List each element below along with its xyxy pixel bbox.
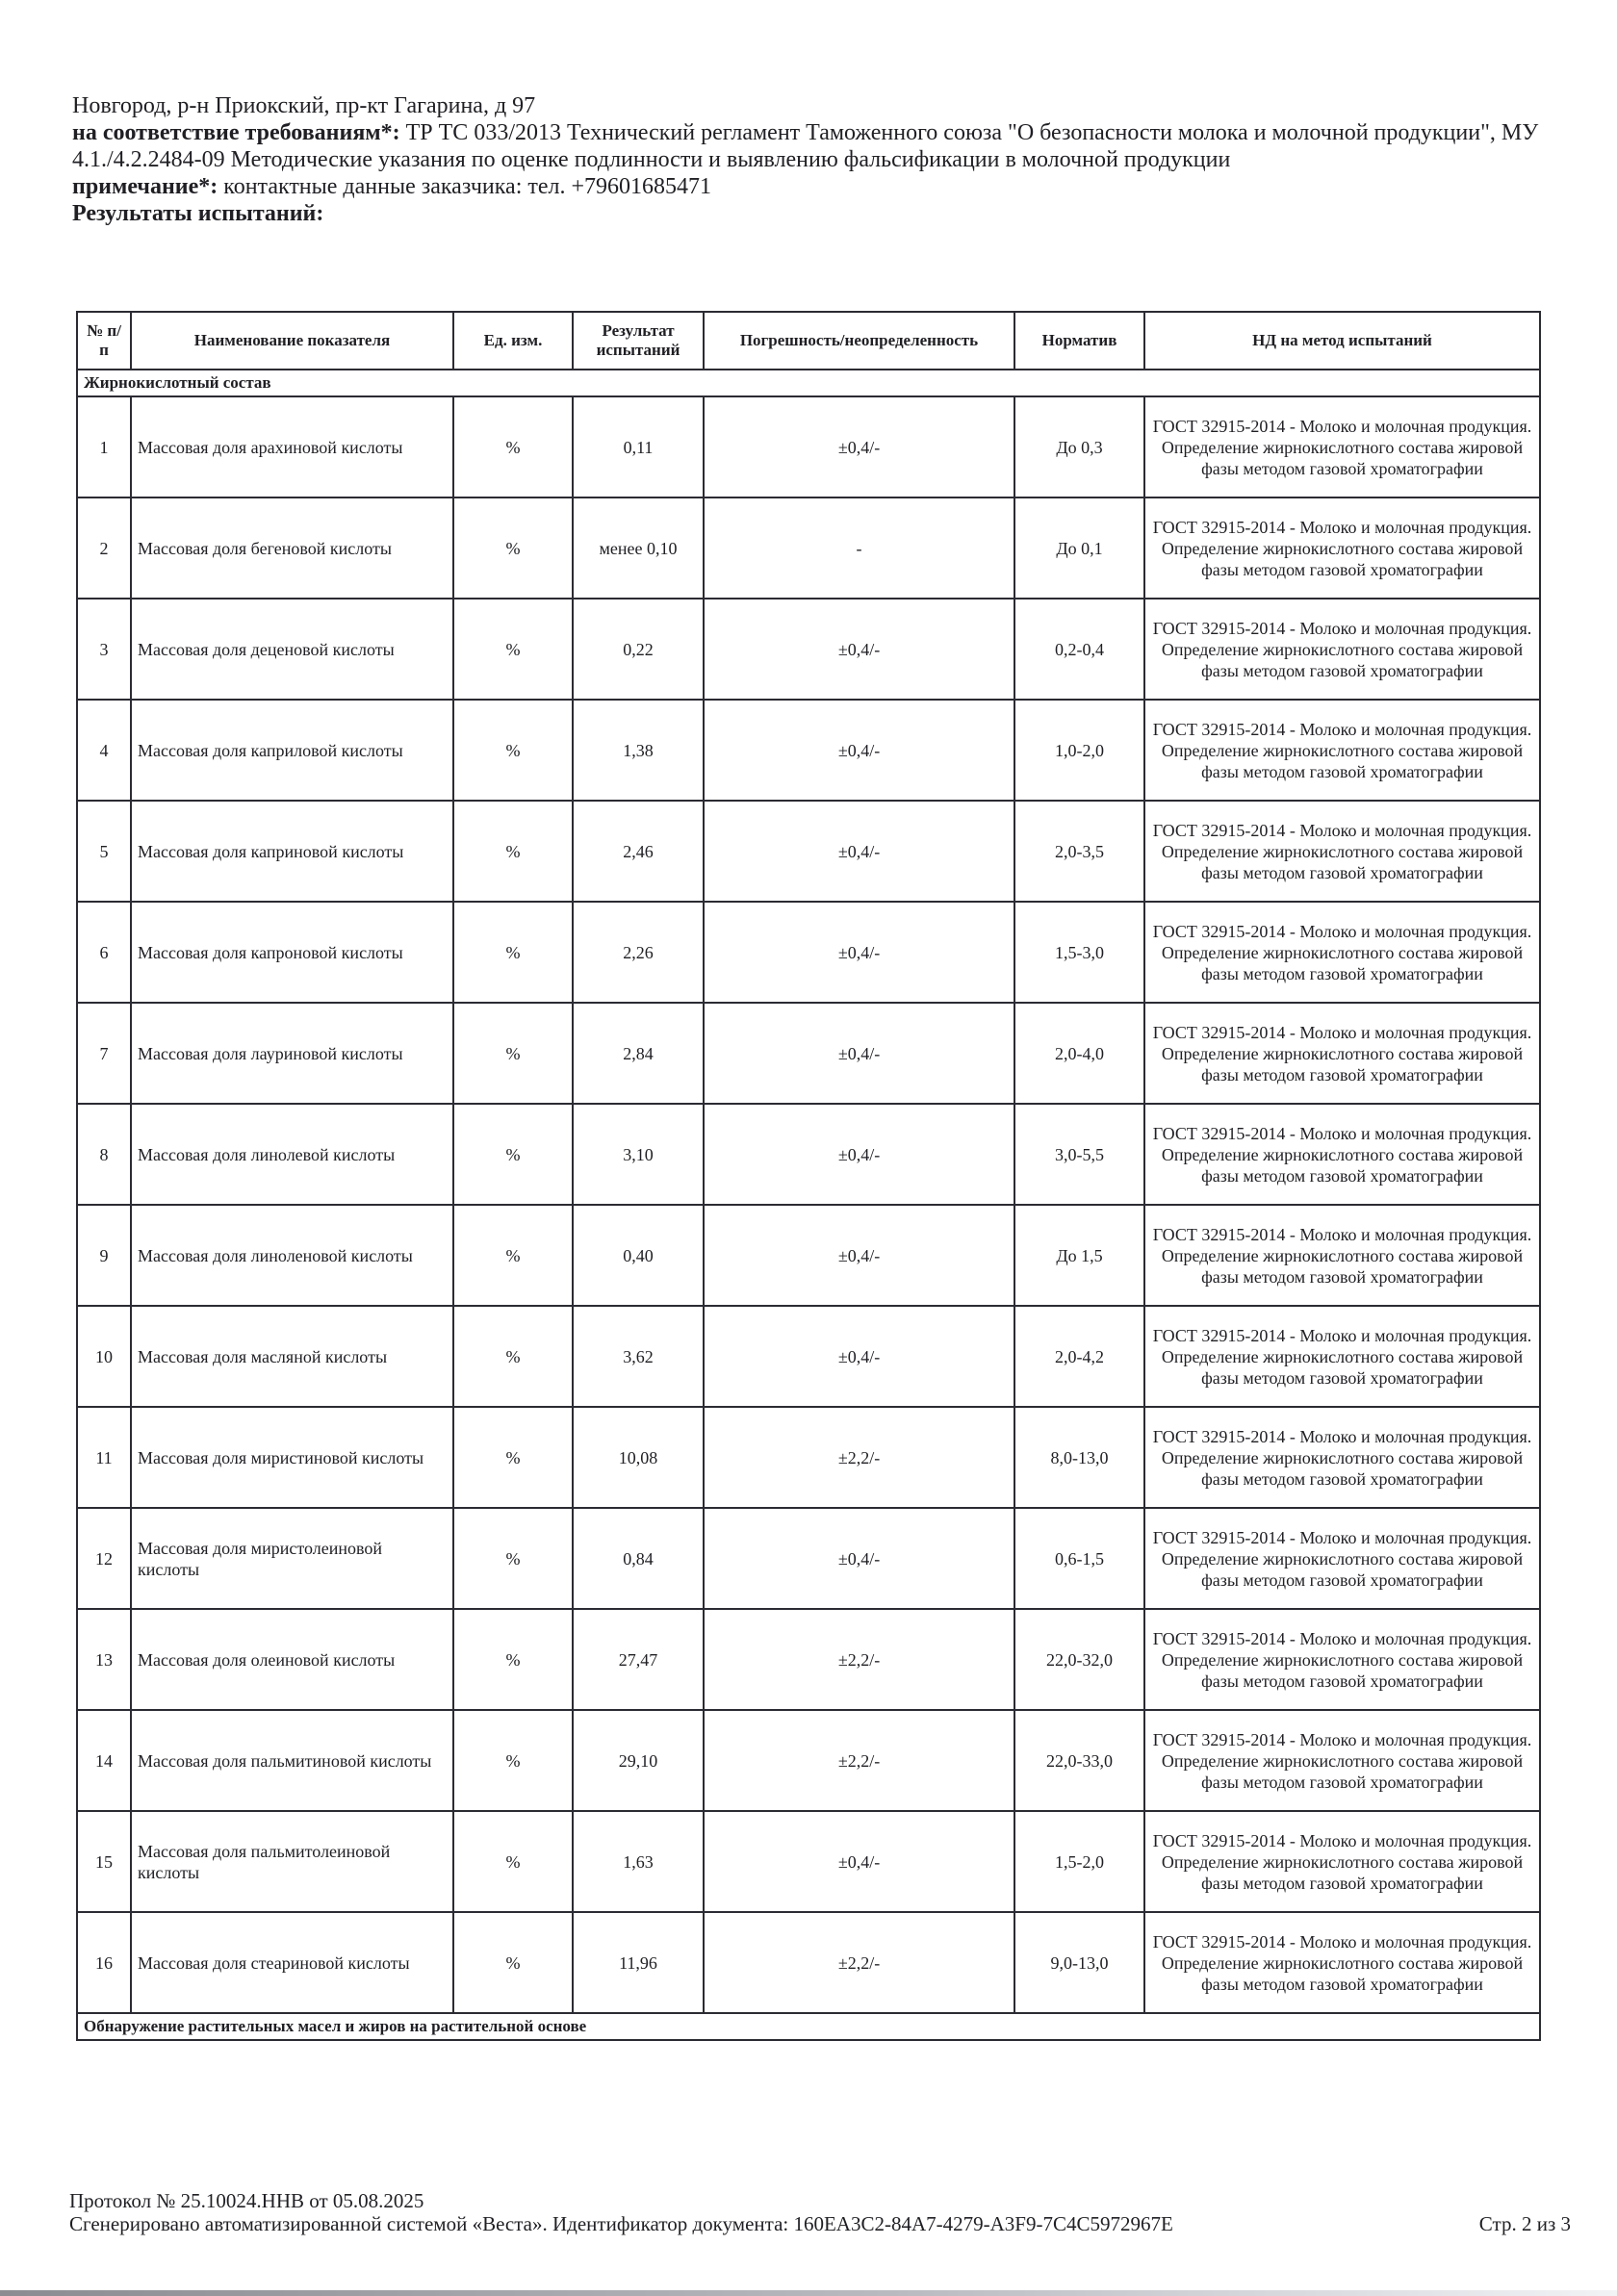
norm-value: 0,6-1,5: [1014, 1508, 1144, 1609]
result-value: 27,47: [573, 1609, 704, 1710]
norm-value: 2,0-3,5: [1014, 801, 1144, 902]
test-method: ГОСТ 32915-2014 - Молоко и молочная продукция. Определение жирнокислотного состава жировой фазы методом газовой хроматографии: [1144, 497, 1540, 599]
result-value: 10,08: [573, 1407, 704, 1508]
indicator-name: Массовая доля лауриновой кислоты: [131, 1003, 453, 1104]
note-paragraph: [72, 173, 1554, 200]
row-number: 15: [77, 1811, 131, 1912]
col-header-result: Результат испытаний: [573, 312, 704, 370]
unit: %: [453, 599, 573, 700]
section-title-vegetable-oils: Обнаружение растительных масел и жиров на растительной основе: [77, 2013, 1540, 2040]
uncertainty: ±0,4/-: [704, 599, 1014, 700]
test-method: ГОСТ 32915-2014 - Молоко и молочная продукция. Определение жирнокислотного состава жировой фазы методом газовой хроматографии: [1144, 599, 1540, 700]
indicator-name: Массовая доля бегеновой кислоты: [131, 497, 453, 599]
indicator-name: Массовая доля миристолеиновой кислоты: [131, 1508, 453, 1609]
col-header-error: Погрешность/неопределенность: [704, 312, 1014, 370]
indicator-name: Массовая доля линолевой кислоты: [131, 1104, 453, 1205]
uncertainty: ±0,4/-: [704, 1811, 1014, 1912]
result-value: 3,62: [573, 1306, 704, 1407]
indicator-name: Массовая доля каприловой кислоты: [131, 700, 453, 801]
test-method: ГОСТ 32915-2014 - Молоко и молочная продукция. Определение жирнокислотного состава жировой фазы методом газовой хроматографии: [1144, 1003, 1540, 1104]
page-number: Стр. 2 из 3: [1478, 2212, 1571, 2235]
result-value: 29,10: [573, 1710, 704, 1811]
result-value: 0,40: [573, 1205, 704, 1306]
table-row: [77, 700, 1540, 801]
indicator-name: Массовая доля олеиновой кислоты: [131, 1609, 453, 1710]
table-row: [77, 396, 1540, 497]
unit: %: [453, 497, 573, 599]
norm-value: 2,0-4,0: [1014, 1003, 1144, 1104]
row-number: 11: [77, 1407, 131, 1508]
unit: %: [453, 1205, 573, 1306]
uncertainty: ±0,4/-: [704, 396, 1014, 497]
indicator-name: Массовая доля линоленовой кислоты: [131, 1205, 453, 1306]
row-number: 10: [77, 1306, 131, 1407]
row-number: 5: [77, 801, 131, 902]
uncertainty: ±0,4/-: [704, 1205, 1014, 1306]
unit: %: [453, 1104, 573, 1205]
uncertainty: ±0,4/-: [704, 801, 1014, 902]
indicator-name: Массовая доля пальмитолеиновой кислоты: [131, 1811, 453, 1912]
row-number: 9: [77, 1205, 131, 1306]
uncertainty: ±0,4/-: [704, 700, 1014, 801]
indicator-name: Массовая доля пальмитиновой кислоты: [131, 1710, 453, 1811]
table-row: [77, 902, 1540, 1003]
norm-value: 1,5-3,0: [1014, 902, 1144, 1003]
unit: %: [453, 700, 573, 801]
col-header-name: Наименование показателя: [131, 312, 453, 370]
table-row: [77, 1811, 1540, 1912]
unit: %: [453, 801, 573, 902]
test-method: ГОСТ 32915-2014 - Молоко и молочная продукция. Определение жирнокислотного состава жировой фазы методом газовой хроматографии: [1144, 1306, 1540, 1407]
table-row: [77, 1205, 1540, 1306]
table-row: [77, 801, 1540, 902]
indicator-name: Массовая доля стеариновой кислоты: [131, 1912, 453, 2013]
unit: %: [453, 902, 573, 1003]
indicator-name: Массовая доля каприновой кислоты: [131, 801, 453, 902]
results-table: [76, 311, 1541, 2041]
table-row: [77, 1912, 1540, 2013]
test-method: ГОСТ 32915-2014 - Молоко и молочная продукция. Определение жирнокислотного состава жировой фазы методом газовой хроматографии: [1144, 801, 1540, 902]
norm-value: До 0,1: [1014, 497, 1144, 599]
uncertainty: -: [704, 497, 1014, 599]
test-method: ГОСТ 32915-2014 - Молоко и молочная продукция. Определение жирнокислотного состава жировой фазы методом газовой хроматографии: [1144, 902, 1540, 1003]
section-title-fatty-acids: Жирнокислотный состав: [77, 370, 1540, 396]
unit: %: [453, 1609, 573, 1710]
unit: %: [453, 1710, 573, 1811]
requirements-label: на соответствие требованиям*:: [72, 120, 400, 145]
row-number: 14: [77, 1710, 131, 1811]
table-row: [77, 1710, 1540, 1811]
norm-value: 9,0-13,0: [1014, 1912, 1144, 2013]
norm-value: 8,0-13,0: [1014, 1407, 1144, 1508]
result-value: 0,11: [573, 396, 704, 497]
norm-value: До 0,3: [1014, 396, 1144, 497]
indicator-name: Массовая доля масляной кислоты: [131, 1306, 453, 1407]
table-row: [77, 599, 1540, 700]
row-number: 7: [77, 1003, 131, 1104]
row-number: 12: [77, 1508, 131, 1609]
test-method: ГОСТ 32915-2014 - Молоко и молочная продукция. Определение жирнокислотного состава жировой фазы методом газовой хроматографии: [1144, 396, 1540, 497]
uncertainty: ±2,2/-: [704, 1407, 1014, 1508]
col-header-method: НД на метод испытаний: [1144, 312, 1540, 370]
indicator-name: Массовая доля миристиновой кислоты: [131, 1407, 453, 1508]
generated-by: Сгенерировано автоматизированной системой «Веста». Идентификатор документа: 160EA3C2-84A7-4279-A3F9-7C4C5972967E: [69, 2212, 1173, 2235]
note-label: примечание*:: [72, 174, 218, 199]
requirements-text: ТР ТС 033/2013 Технический регламент Таможенного союза "О безопасности молока и молочной продукции", МУ 4.1./4.2.2484-09 Методические указания по оценке подлинности и выявлению фальсификации в молочной продукции: [72, 120, 1539, 172]
uncertainty: ±0,4/-: [704, 1306, 1014, 1407]
test-method: ГОСТ 32915-2014 - Молоко и молочная продукция. Определение жирнокислотного состава жировой фазы методом газовой хроматографии: [1144, 1407, 1540, 1508]
note-text: контактные данные заказчика: тел. +79601685471: [218, 174, 712, 199]
test-method: ГОСТ 32915-2014 - Молоко и молочная продукция. Определение жирнокислотного состава жировой фазы методом газовой хроматографии: [1144, 1811, 1540, 1912]
results-title: Результаты испытаний:: [72, 201, 324, 226]
uncertainty: ±2,2/-: [704, 1609, 1014, 1710]
protocol-number: Протокол № 25.10024.ННВ от 05.08.2025: [69, 2189, 424, 2212]
table-row: [77, 1609, 1540, 1710]
uncertainty: ±0,4/-: [704, 902, 1014, 1003]
document-header: [72, 92, 1554, 227]
unit: %: [453, 1306, 573, 1407]
result-value: 3,10: [573, 1104, 704, 1205]
unit: %: [453, 1912, 573, 2013]
table-header-row: [77, 312, 1540, 370]
test-method: ГОСТ 32915-2014 - Молоко и молочная продукция. Определение жирнокислотного состава жировой фазы методом газовой хроматографии: [1144, 1710, 1540, 1811]
norm-value: До 1,5: [1014, 1205, 1144, 1306]
result-value: 1,63: [573, 1811, 704, 1912]
unit: %: [453, 396, 573, 497]
page-footer: [69, 2189, 1571, 2235]
uncertainty: ±0,4/-: [704, 1508, 1014, 1609]
test-method: ГОСТ 32915-2014 - Молоко и молочная продукция. Определение жирнокислотного состава жировой фазы методом газовой хроматографии: [1144, 1912, 1540, 2013]
test-method: ГОСТ 32915-2014 - Молоко и молочная продукция. Определение жирнокислотного состава жировой фазы методом газовой хроматографии: [1144, 1104, 1540, 1205]
result-value: 0,84: [573, 1508, 704, 1609]
table-row: [77, 1306, 1540, 1407]
address-line: Новгород, р-н Приокский, пр-кт Гагарина, д 97: [72, 93, 536, 118]
uncertainty: ±0,4/-: [704, 1104, 1014, 1205]
row-number: 6: [77, 902, 131, 1003]
norm-value: 0,2-0,4: [1014, 599, 1144, 700]
section-row: [77, 370, 1540, 396]
indicator-name: Массовая доля деценовой кислоты: [131, 599, 453, 700]
norm-value: 22,0-33,0: [1014, 1710, 1144, 1811]
table-row: [77, 1104, 1540, 1205]
row-number: 3: [77, 599, 131, 700]
table-row: [77, 1003, 1540, 1104]
result-value: 2,46: [573, 801, 704, 902]
unit: %: [453, 1811, 573, 1912]
scan-edge-divider: [0, 2290, 1617, 2296]
uncertainty: ±2,2/-: [704, 1912, 1014, 2013]
test-method: ГОСТ 32915-2014 - Молоко и молочная продукция. Определение жирнокислотного состава жировой фазы методом газовой хроматографии: [1144, 1508, 1540, 1609]
result-value: 0,22: [573, 599, 704, 700]
unit: %: [453, 1407, 573, 1508]
norm-value: 1,0-2,0: [1014, 700, 1144, 801]
row-number: 2: [77, 497, 131, 599]
test-method: ГОСТ 32915-2014 - Молоко и молочная продукция. Определение жирнокислотного состава жировой фазы методом газовой хроматографии: [1144, 700, 1540, 801]
row-number: 16: [77, 1912, 131, 2013]
norm-value: 22,0-32,0: [1014, 1609, 1144, 1710]
row-number: 13: [77, 1609, 131, 1710]
row-number: 8: [77, 1104, 131, 1205]
row-number: 4: [77, 700, 131, 801]
unit: %: [453, 1003, 573, 1104]
table-row: [77, 1508, 1540, 1609]
indicator-name: Массовая доля арахиновой кислоты: [131, 396, 453, 497]
section-row: [77, 2013, 1540, 2040]
norm-value: 2,0-4,2: [1014, 1306, 1144, 1407]
result-value: 11,96: [573, 1912, 704, 2013]
result-value: менее 0,10: [573, 497, 704, 599]
unit: %: [453, 1508, 573, 1609]
col-header-unit: Ед. изм.: [453, 312, 573, 370]
uncertainty: ±0,4/-: [704, 1003, 1014, 1104]
result-value: 2,84: [573, 1003, 704, 1104]
uncertainty: ±2,2/-: [704, 1710, 1014, 1811]
test-method: ГОСТ 32915-2014 - Молоко и молочная продукция. Определение жирнокислотного состава жировой фазы методом газовой хроматографии: [1144, 1609, 1540, 1710]
result-value: 2,26: [573, 902, 704, 1003]
col-header-num: № п/п: [77, 312, 131, 370]
col-header-norm: Норматив: [1014, 312, 1144, 370]
indicator-name: Массовая доля капроновой кислоты: [131, 902, 453, 1003]
row-number: 1: [77, 396, 131, 497]
test-method: ГОСТ 32915-2014 - Молоко и молочная продукция. Определение жирнокислотного состава жировой фазы методом газовой хроматографии: [1144, 1205, 1540, 1306]
norm-value: 1,5-2,0: [1014, 1811, 1144, 1912]
table-row: [77, 1407, 1540, 1508]
requirements-paragraph: [72, 119, 1554, 173]
result-value: 1,38: [573, 700, 704, 801]
table-row: [77, 497, 1540, 599]
norm-value: 3,0-5,5: [1014, 1104, 1144, 1205]
